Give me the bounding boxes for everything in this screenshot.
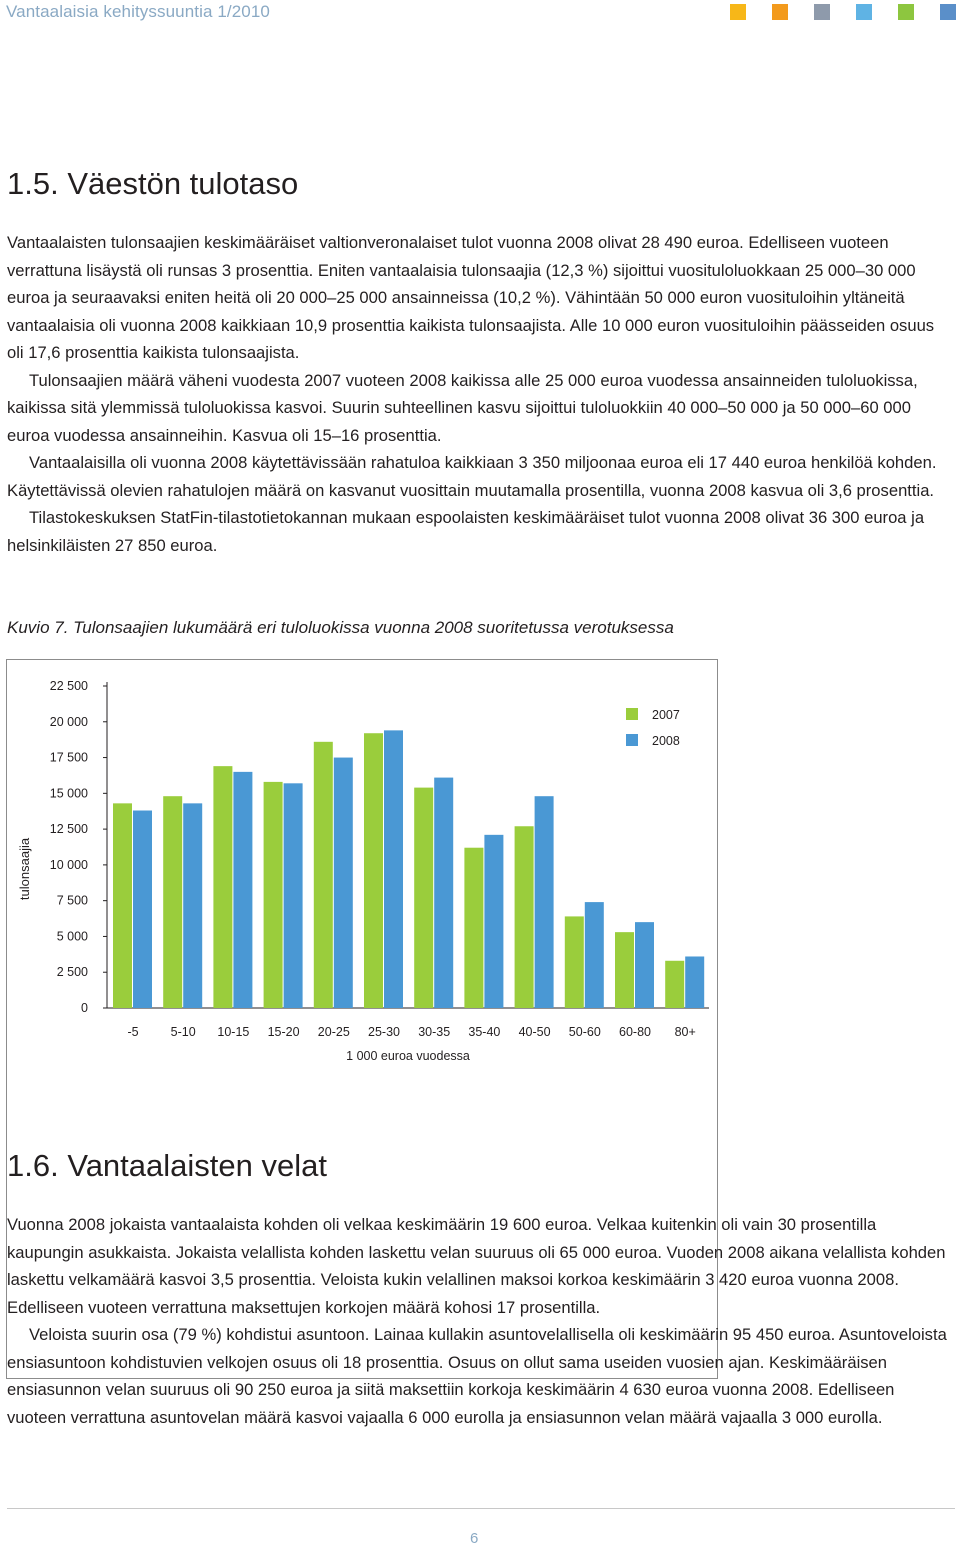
- page-header: [0, 0, 960, 26]
- legend-swatch-2008: [626, 734, 638, 746]
- bar-2007-40-50: [515, 826, 534, 1008]
- x-tick-label: -5: [127, 1025, 139, 1039]
- paragraph: Veloista suurin osa (79 %) kohdistui asuntoon. Lainaa kullakin asuntovelallisella oli keskimäärin 95 450 euroa. Asuntoveloista ensiasuntoon kohdistuvien velkojen osuus oli 18 prosenttia. Osuus on ollut sama useiden vuosien ajan. Keskimääräisen ensiasunnon velan suuruus oli 90 250 euroa ja siitä maksettiin korkoja keskimäärin 4 630 euroa vuonna 2008. Edelliseen vuoteen verrattuna asuntovelan määrä kasvoi vajaalla 6 000 eurolla ja ensiasunnon velan määrä vajaalla 3 000 eurolla.: [7, 1325, 947, 1427]
- x-tick-label: 15-20: [267, 1025, 300, 1039]
- x-tick-label: 35-40: [468, 1025, 501, 1039]
- bar-2008-30-35: [434, 778, 453, 1008]
- legend-label-2007: 2007: [652, 708, 680, 722]
- bar-2008-5-10: [183, 803, 202, 1008]
- bar-2008-35-40: [484, 835, 503, 1008]
- bar-2007-35-40: [464, 848, 483, 1008]
- x-tick-label: 40-50: [518, 1025, 551, 1039]
- x-axis-title: 1 000 euroa vuodessa: [346, 1049, 470, 1063]
- bar-2007--5: [113, 803, 132, 1008]
- x-tick-label: 20-25: [317, 1025, 350, 1039]
- section-title-income: 1.5. Väestön tulotaso: [7, 166, 299, 201]
- paragraph: Tulonsaajien määrä väheni vuodesta 2007 vuoteen 2008 kaikissa alle 25 000 euroa vuodessa ansainneiden tuloluokissa, kaikissa sitä ylemmissä tuloluokissa kasvoi. Suurin suhteellinen kasvu sijoittui tuloluokkiin 40 000–50 000 ja 50 000–60 000 euroa vuodessa ansainneihin. Kasvua oli 15–16 prosenttia.: [7, 370, 918, 445]
- header-square-blue: [940, 4, 956, 20]
- paragraph: Vuonna 2008 jokaista vantaalaista kohden oli velkaa keskimäärin 19 600 euroa. Velkaa kuitenkin oli vain 30 prosentilla kaupungin asukkaista. Jokaista velallista kohden laskettu velan suuruus oli 65 000 euroa. Vuoden 2008 aikana velallista kohden laskettu velkamäärä kasvoi 3,5 prosenttia. Veloista kukin velallinen maksoi korkoa keskimäärin 3 420 euroa vuonna 2008. Edelliseen vuoteen verrattuna maksettujen korkojen määrä kohosi 17 prosentilla.: [7, 1215, 946, 1317]
- y-axis-title: tulonsaajia: [17, 837, 32, 901]
- bar-2007-50-60: [565, 916, 584, 1008]
- bar-2007-5-10: [163, 796, 182, 1008]
- bar-2007-80+: [665, 961, 684, 1008]
- bar-2008-20-25: [334, 758, 353, 1008]
- legend-swatch-2007: [626, 708, 638, 720]
- header-square-grey: [814, 4, 830, 20]
- header-square-yellow: [730, 4, 746, 20]
- y-tick-label: 2 500: [56, 965, 88, 980]
- bar-2008-25-30: [384, 730, 403, 1008]
- y-tick-label: 7 500: [56, 893, 88, 908]
- figure-caption: Kuvio 7. Tulonsaajien lukumäärä eri tuloluokissa vuonna 2008 suoritetussa verotuksessa: [7, 618, 674, 637]
- y-tick-label: 5 000: [56, 929, 88, 944]
- y-tick-label: 0: [81, 1001, 88, 1015]
- publication-title: Vantaalaisia kehityssuuntia 1/2010: [6, 2, 270, 21]
- bar-2008-15-20: [284, 783, 303, 1008]
- x-tick-label: 50-60: [568, 1025, 601, 1039]
- y-tick-label: 20 000: [49, 714, 88, 729]
- x-tick-label: 80+: [674, 1025, 696, 1039]
- legend-label-2008: 2008: [652, 734, 680, 748]
- y-tick-label: 10 000: [49, 857, 88, 872]
- bar-2008-50-60: [585, 902, 604, 1008]
- paragraph: Tilastokeskuksen StatFin-tilastotietokannan mukaan espoolaisten keskimääräiset tulot vuonna 2008 olivat 36 300 euroa ja helsinkiläisten 27 850 euroa.: [7, 508, 925, 555]
- bar-2007-15-20: [264, 782, 283, 1008]
- section-title-debts: 1.6. Vantaalaisten velat: [7, 1148, 327, 1183]
- bar-2008--5: [133, 811, 152, 1008]
- y-tick-label: 22 500: [49, 679, 88, 693]
- page-number: 6: [470, 1530, 479, 1547]
- bar-2008-40-50: [535, 796, 554, 1008]
- x-tick-label: 30-35: [418, 1025, 451, 1039]
- section-body-debts: [7, 1211, 955, 1431]
- bar-2008-60-80: [635, 922, 654, 1008]
- bar-2007-25-30: [364, 733, 383, 1008]
- header-square-orange: [772, 4, 788, 20]
- y-tick-label: 15 000: [49, 786, 88, 801]
- bar-2007-30-35: [414, 788, 433, 1008]
- x-tick-label: 5-10: [170, 1025, 196, 1039]
- bar-2008-10-15: [233, 772, 252, 1008]
- section-body-income: [7, 229, 955, 559]
- paragraph: Vantaalaisilla oli vuonna 2008 käytettävissään rahatuloa kaikkiaan 3 350 miljoonaa euroa eli 17 440 euroa henkilöä kohden. Käytettävissä olevien rahatulojen määrä on kasvanut vuosittain muutamalla prosentilla, vuonna 2008 kasvua oli 3,6 prosenttia.: [7, 453, 937, 500]
- y-tick-label: 12 500: [49, 822, 88, 837]
- bar-2007-20-25: [314, 742, 333, 1008]
- paragraph: Vantaalaisten tulonsaajien keskimääräiset valtionveronalaiset tulot vuonna 2008 olivat 28 490 euroa. Edelliseen vuoteen verrattuna lisäystä oli runsas 3 prosenttia. Eniten vantaalaisia tulonsaajia (12,3 %) sijoittui vuosituloluokkaan 25 000–30 000 euroa ja seuraavaksi eniten heitä oli 20 000–25 000 ansainneissa (10,2 %). Vähintään 50 000 euron vuosituloihin yltäneitä vantaalaisia oli vuonna 2008 kaikkiaan 10,9 prosenttia kaikista tulonsaajista. Alle 10 000 euron vuosituloihin päässeiden osuus oli 17,6 prosenttia kaikista tulonsaajista.: [7, 233, 935, 362]
- x-tick-label: 10-15: [217, 1025, 250, 1039]
- bar-2007-60-80: [615, 932, 634, 1008]
- y-tick-label: 17 500: [49, 750, 88, 765]
- bar-2007-10-15: [213, 766, 232, 1008]
- header-square-green: [898, 4, 914, 20]
- x-tick-label: 25-30: [368, 1025, 400, 1039]
- x-tick-label: 60-80: [619, 1025, 651, 1039]
- header-square-lightblue: [856, 4, 872, 20]
- footer-divider: [7, 1508, 955, 1509]
- bar-2008-80+: [685, 956, 704, 1008]
